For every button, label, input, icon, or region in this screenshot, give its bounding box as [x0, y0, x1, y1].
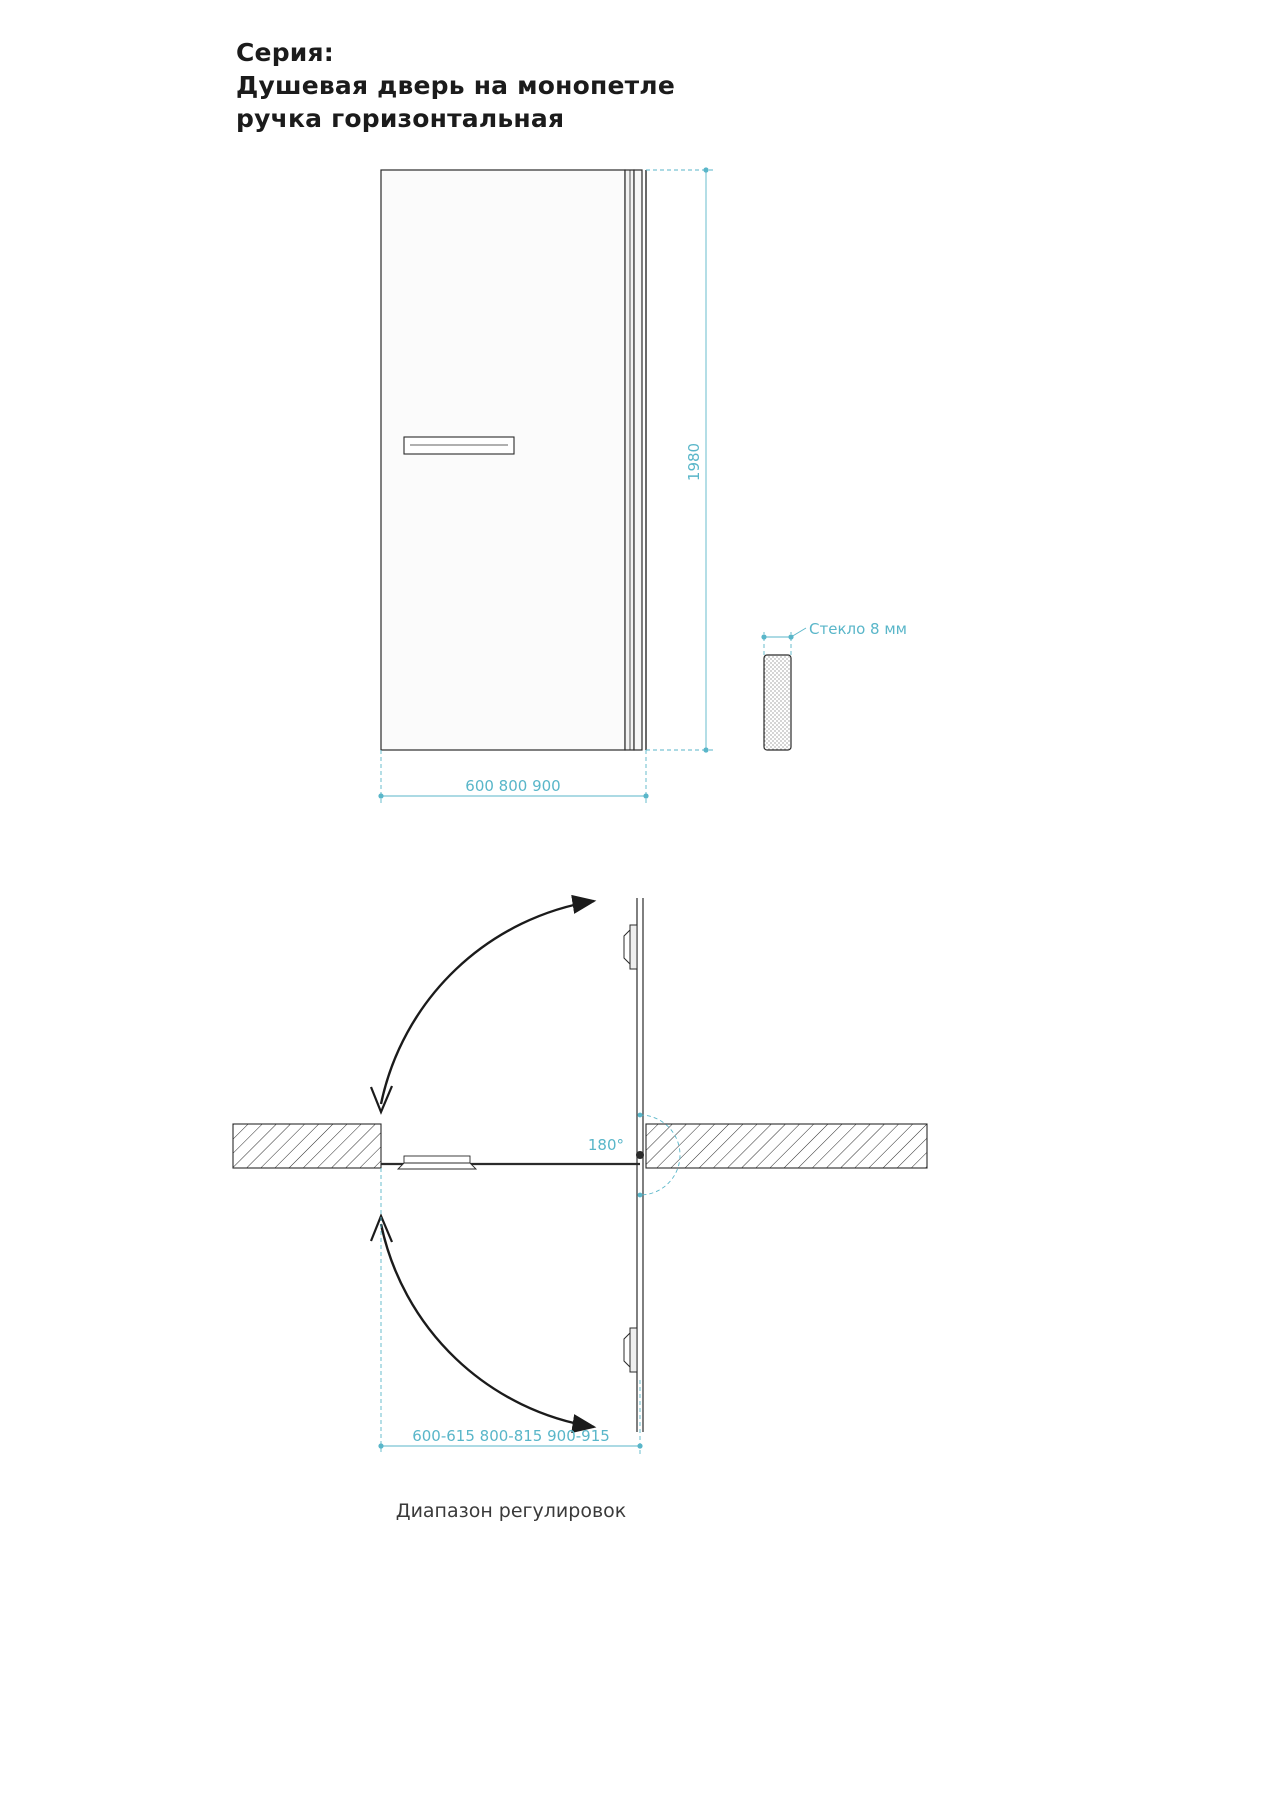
swing-arc-down: [381, 1224, 594, 1427]
glass-thickness-detail: [761, 620, 907, 750]
hinge-lower: [624, 1328, 637, 1372]
wall-right: [646, 1124, 927, 1168]
elevation-view: [378, 167, 716, 805]
range-dimension-label: 600-615 800-815 900-915: [412, 1427, 610, 1445]
plan-caption: Диапазон регулировок: [395, 1500, 627, 1522]
title-line-2: Душевая дверь на монопетле: [236, 71, 675, 100]
title-line-3: ручка горизонтальная: [236, 104, 565, 133]
pivot-point: [636, 1151, 644, 1159]
angle-label: 180°: [587, 1136, 624, 1154]
height-dimension: [646, 167, 716, 752]
plan-view: [233, 898, 927, 1522]
handle-plan: [398, 1156, 476, 1169]
door-handle: [404, 437, 514, 454]
glass-panel: [381, 170, 625, 750]
swing-arc-up: [381, 901, 594, 1104]
glass-thickness-label: Стекло 8 мм: [809, 620, 907, 638]
width-dimension-label: 600 800 900: [465, 777, 561, 795]
hinge-upper: [624, 925, 637, 969]
title-line-1: Серия:: [236, 38, 334, 67]
height-dimension-label: 1980: [685, 442, 703, 482]
wall-left: [233, 1124, 381, 1168]
glass-section: [764, 655, 791, 750]
hinge-profile: [625, 170, 634, 750]
width-dimension: [378, 750, 648, 805]
wall-profile: [634, 170, 642, 750]
